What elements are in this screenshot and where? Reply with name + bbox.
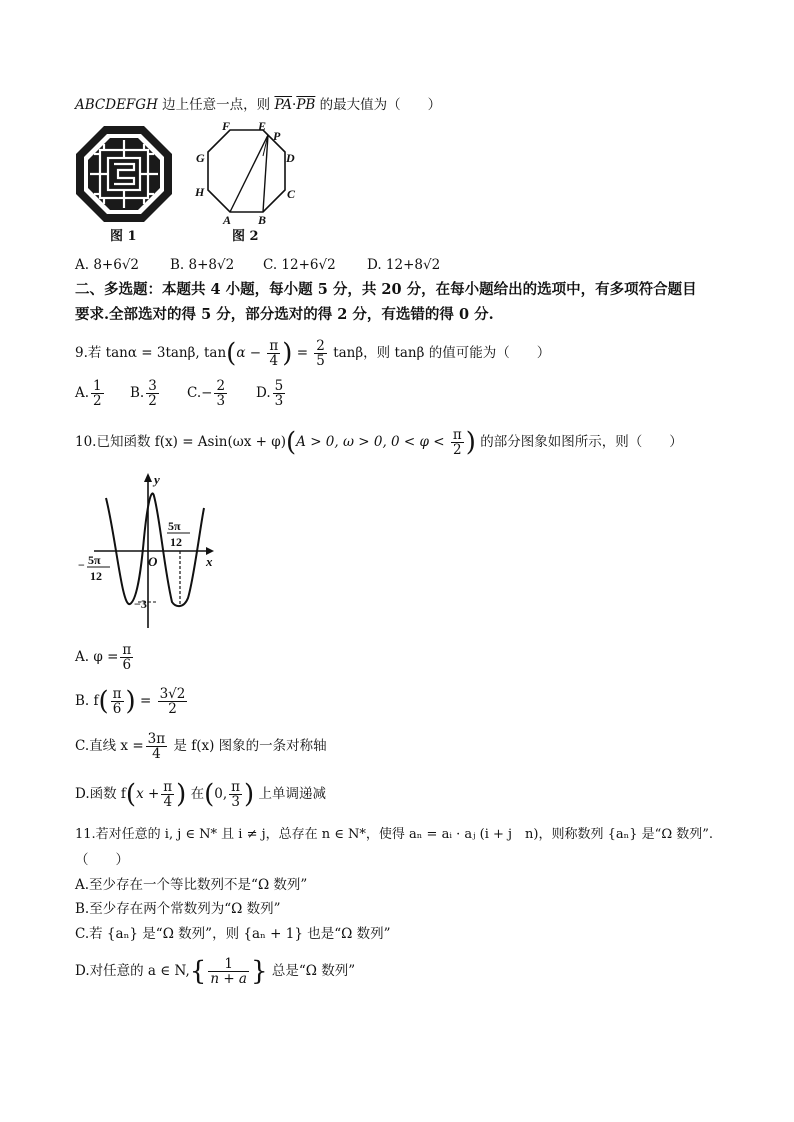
q10-option-c: C.直线 x = $\frac{3\pi}{4}$ 是 f(x) 图象的一条对称轴 [75, 731, 327, 762]
graph-origin-label: O [148, 554, 158, 569]
graph-left-sign: − [78, 558, 85, 572]
graph-left-num: 5π [88, 553, 101, 567]
q8-option-d: D. 12+8√2 [367, 257, 441, 273]
q11-option-a: A.至少存在一个等比数列不是“Ω 数列” [75, 877, 308, 893]
q10-option-b: B. f( $\frac{\pi}{6}$ ) = $\frac{3√2}{2}$ [75, 686, 186, 717]
fig2-label-a: A [223, 213, 232, 227]
q11-stem: 11.若对任意的 i, j ∈ N* 且 i ≠ j，总存在 n ∈ N*，使得 aₙ = aᵢ · aⱼ (i + j n)，则称数列 {aₙ} 是“Ω 数列”. [75, 827, 714, 842]
q9-after: tanβ，则 tanβ 的值可能为（ ） [333, 345, 551, 361]
q8-option-a: A. 8+6√2 [75, 257, 140, 273]
q8-polygon-name: ABCDEFGH [75, 97, 158, 113]
q8-vector-pa: $\overline{PA}$ [274, 97, 293, 113]
q10-stem: 10.已知函数 f(x) = Asin(ωx + φ)(A > 0, ω > 0, 0 < φ < $\frac{\pi}{2}$ ) 的部分图象如图所示，则（ ） [75, 427, 683, 458]
q10-condition: A > 0, ω > 0, 0 < φ < [296, 434, 445, 450]
graph-x-label: x [206, 554, 213, 569]
q9-pi-over-4: $\frac{\pi}{4}$ [269, 338, 279, 369]
q11-blank: （ ） [75, 852, 129, 868]
section-2-header-line-1: 二、多选题：本题共 4 小题，每小题 5 分，共 20 分，在每小题给出的选项中，有多项符合题目 [75, 281, 697, 298]
figure-1-octagon-window [74, 124, 174, 224]
figure-2-octagon [190, 118, 305, 228]
figure-2-caption: 图 2 [232, 229, 259, 244]
graph-right-den: 12 [170, 535, 182, 549]
section-2-header-line-2: 要求.全部选对的得 5 分，部分选对的得 2 分，有选错的得 0 分. [75, 306, 494, 323]
q11-option-d: D.对任意的 a ∈ N,{ $\frac{1}{n + a}$ } 总是“Ω 数列” [75, 956, 356, 987]
q9-option-c: C.− $\frac{2}{3}$ [187, 378, 226, 409]
figure-1-caption: 图 1 [110, 229, 137, 244]
q9-stem: 9.若 tanα = 3tanβ, tan(α − $\frac{\pi}{4}$ ) = $\frac{2}{5}$ tanβ，则 tanβ 的值可能为（ ） [75, 338, 551, 369]
q9-two-fifths: $\frac{2}{5}$ [316, 338, 325, 369]
fig2-label-g: G [196, 151, 205, 165]
q9-option-d: D. $\frac{5}{3}$ [256, 378, 284, 409]
graph-left-den: 12 [90, 569, 102, 583]
graph-min-label: −3 [134, 597, 147, 611]
q10-suffix: 的部分图象如图所示，则（ ） [480, 434, 683, 450]
fig2-label-d: D [286, 151, 295, 165]
q8-stem [75, 96, 441, 114]
q8-vector-pb: $\overline{PB}$ [296, 97, 316, 113]
q8-stem-suffix: 的最大值为（ ） [315, 97, 442, 113]
fig2-label-e: E [258, 119, 267, 133]
q8-stem-mid: 边上任意一点，则 [157, 97, 275, 113]
q9-option-b: B. $\frac{3}{2}$ [130, 378, 157, 409]
fig2-label-b: B [258, 213, 267, 227]
q8-option-c: C. 12+6√2 [263, 257, 336, 273]
graph-right-num: 5π [168, 519, 181, 533]
q9-option-a: A. $\frac{1}{2}$ [75, 378, 102, 409]
q9-equals: = [296, 345, 308, 361]
q9-prefix: 9.若 tanα = 3tanβ, tan [75, 345, 227, 361]
fig2-label-c: C [287, 187, 296, 201]
fig2-label-p: P [273, 129, 281, 143]
q10-option-a: A. φ = $\frac{\pi}{6}$ [75, 642, 132, 673]
q10-pi-over-2: $\frac{\pi}{2}$ [452, 427, 462, 458]
fig2-label-h: H [195, 185, 205, 199]
q8-dot: · [292, 97, 297, 113]
q11-option-b: B.至少存在两个常数列为“Ω 数列” [75, 901, 281, 917]
q10-sine-graph [76, 468, 216, 633]
q8-option-b: B. 8+8√2 [170, 257, 235, 273]
fig2-label-f: F [222, 119, 231, 133]
graph-y-label: y [154, 472, 160, 487]
q9-inner: α − [236, 345, 262, 361]
q10-prefix: 10.已知函数 f(x) = Asin(ωx + φ) [75, 434, 286, 450]
q10-option-d: D.函数 f(x + $\frac{\pi}{4}$ ) 在(0, $\frac{\pi}{3}$ ) 上单调递减 [75, 779, 326, 810]
q11-option-c: C.若 {aₙ} 是“Ω 数列”，则 {aₙ + 1} 也是“Ω 数列” [75, 926, 391, 942]
